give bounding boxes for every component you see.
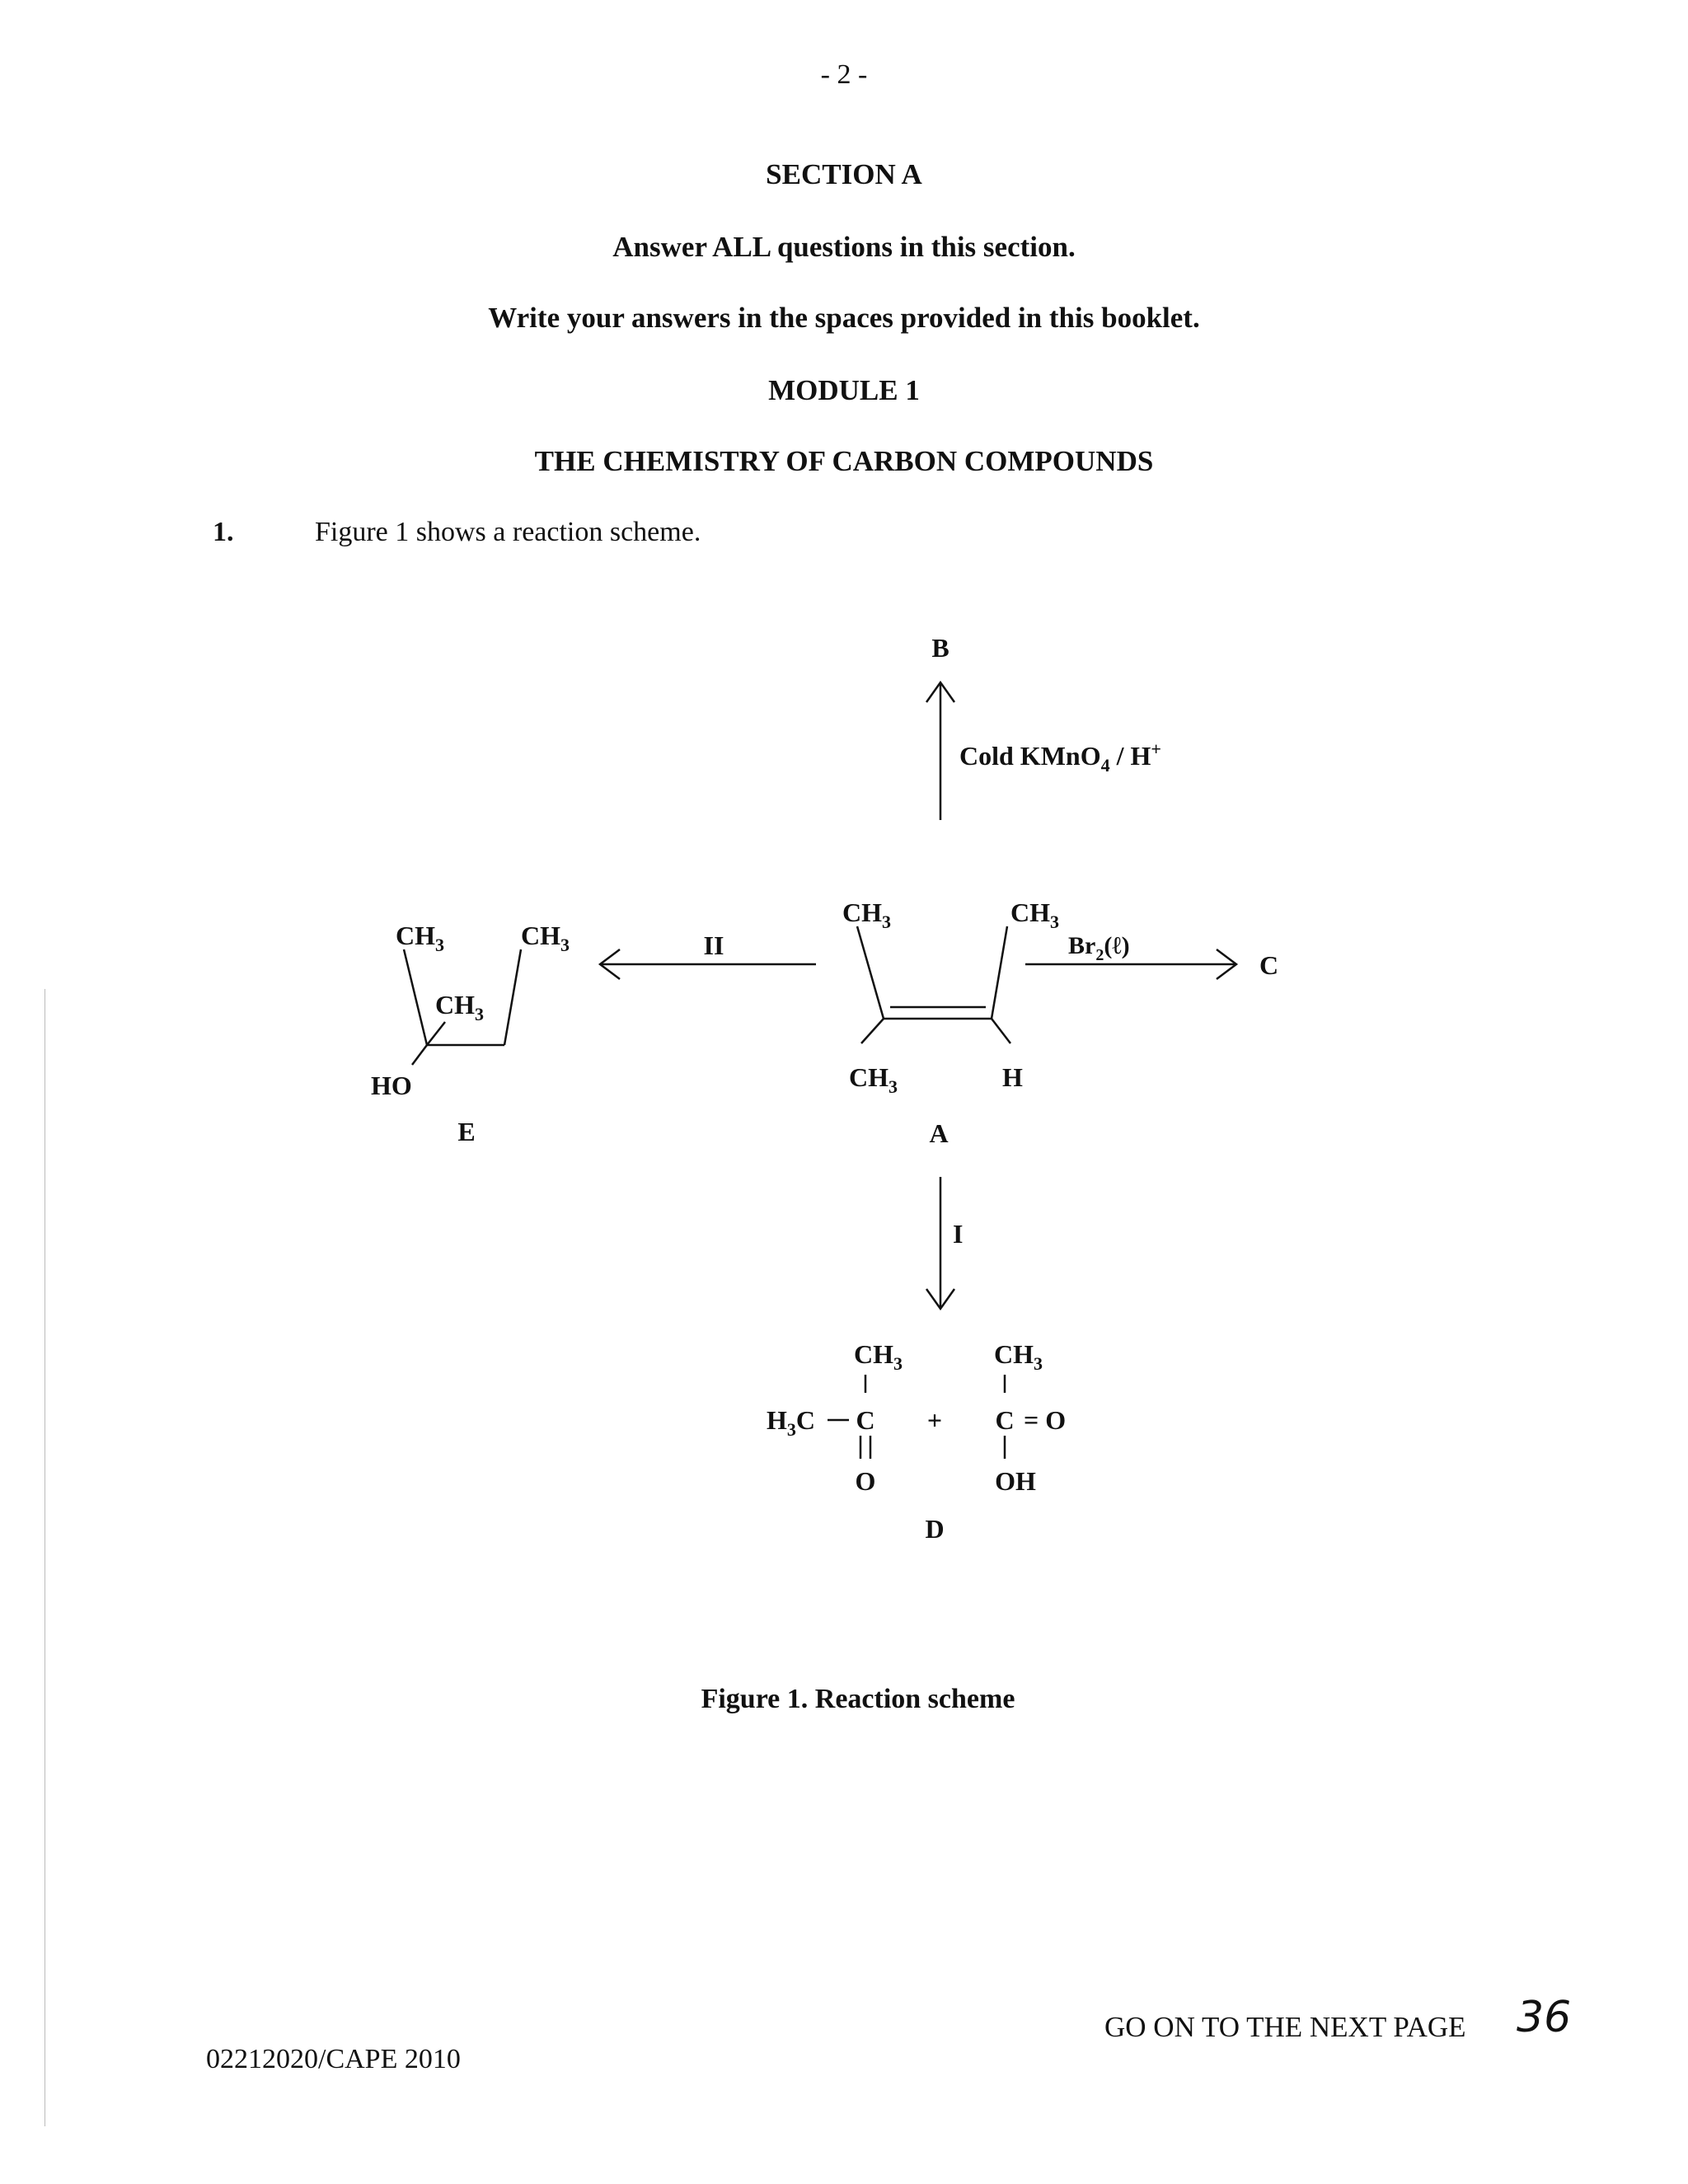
footer-code: 02212020/CAPE 2010: [206, 2044, 461, 2074]
bond-E-ch3: [427, 1022, 445, 1045]
D1-ch3: $CH_3$: [854, 1339, 903, 1374]
E-ch3-center: $CH_3$: [435, 990, 484, 1024]
label-B: B: [931, 633, 950, 663]
D2-c: C: [995, 1405, 1015, 1435]
label-D: D: [925, 1514, 945, 1544]
bond-A-ch3-left: [857, 926, 884, 1019]
bond-E-1: [404, 949, 427, 1045]
bond-E-3: [504, 949, 521, 1045]
question-text: Figure 1 shows a reaction scheme.: [315, 517, 701, 547]
page-number: - 2 -: [820, 59, 868, 90]
D1-o: O: [855, 1466, 876, 1496]
reagent-kmno4: Cold KMnO$_4$ / H+: [959, 738, 1161, 776]
reagent-br2: $Br_2(\ell)$: [1068, 932, 1130, 964]
route-I: I: [953, 1219, 964, 1249]
D2-oh: OH: [995, 1466, 1036, 1496]
D1-h3c: $H_3C$: [767, 1405, 815, 1440]
E-ch3-left: $CH_3$: [396, 921, 444, 955]
A-h: H: [1002, 1062, 1023, 1092]
D2-double-o: = O: [1024, 1405, 1067, 1435]
label-E: E: [457, 1117, 476, 1146]
instruction-write-answers: Write your answers in the spaces provided in this booklet.: [488, 302, 1200, 334]
bond-A-h: [992, 1019, 1010, 1043]
D2-ch3: $CH_3$: [994, 1339, 1043, 1374]
footer-next-page: GO ON TO THE NEXT PAGE: [1104, 2011, 1466, 2043]
label-C: C: [1259, 950, 1279, 980]
route-II: II: [703, 930, 724, 960]
D1-c: C: [856, 1405, 875, 1435]
A-ch3-right: $CH_3$: [1010, 898, 1059, 932]
question-number: 1.: [213, 517, 234, 547]
label-A: A: [929, 1118, 949, 1148]
handwritten-mark: 36: [1517, 1993, 1572, 2042]
module-subtitle: THE CHEMISTRY OF CARBON COMPOUNDS: [534, 445, 1154, 477]
figure-caption: Figure 1. Reaction scheme: [701, 1684, 1015, 1714]
section-title: SECTION A: [766, 158, 922, 190]
plus-sign: +: [926, 1405, 943, 1435]
bond-E-ho: [412, 1045, 427, 1065]
module-title: MODULE 1: [768, 374, 920, 406]
E-ch3-right: $CH_3$: [521, 921, 570, 955]
A-ch3-bottom: $CH_3$: [849, 1062, 898, 1097]
A-ch3-left: $CH_3$: [842, 898, 891, 932]
bond-A-ch3-right: [992, 926, 1007, 1019]
bond-A-ch3-bottom: [861, 1019, 884, 1043]
instruction-answer-all: Answer ALL questions in this section.: [612, 231, 1076, 263]
E-ho: HO: [371, 1071, 412, 1100]
